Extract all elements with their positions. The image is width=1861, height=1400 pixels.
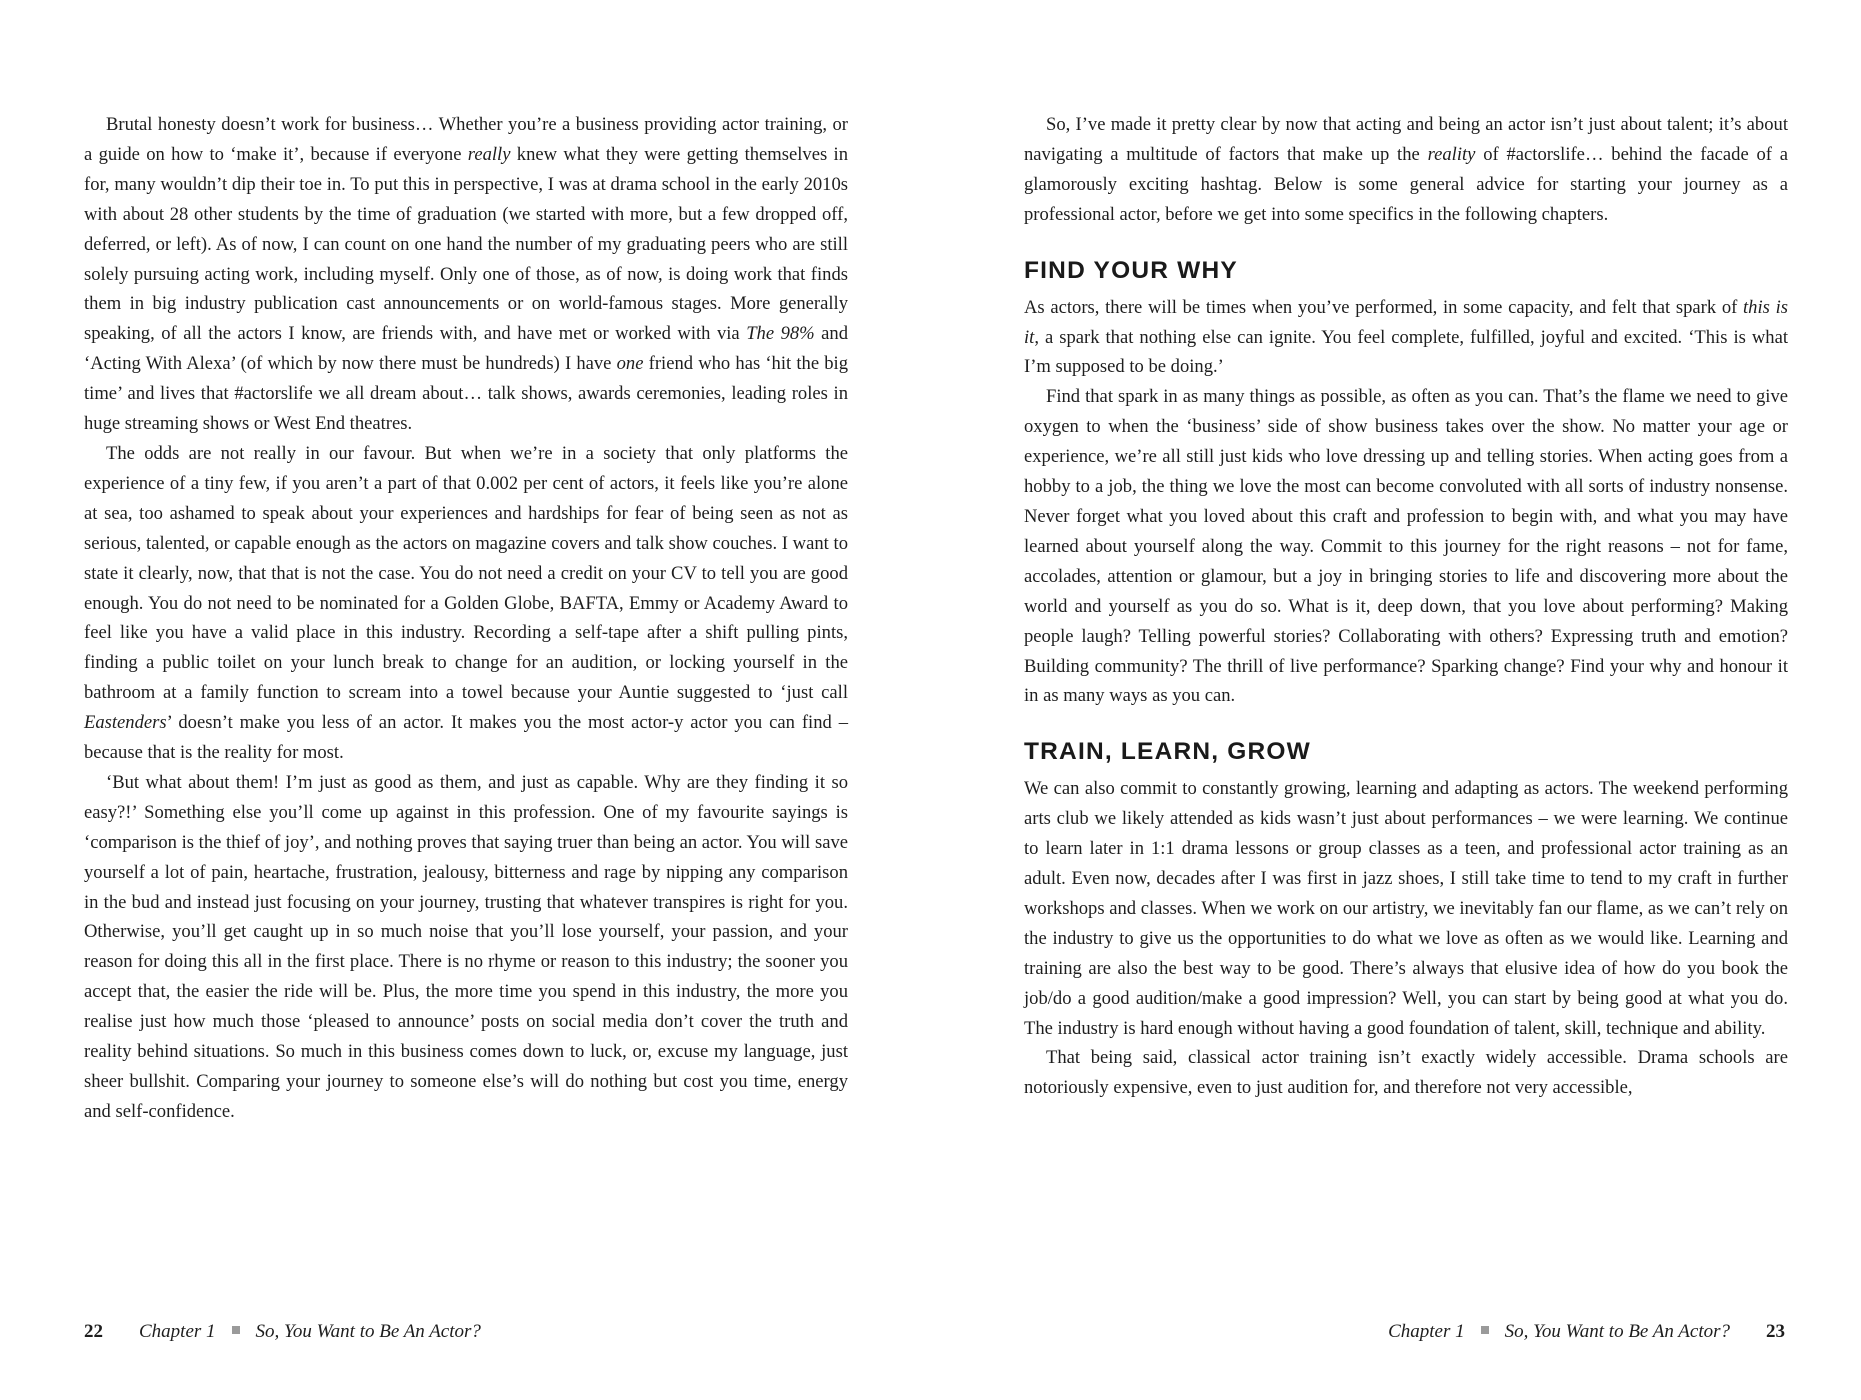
italic-emphasis: reality xyxy=(1427,143,1476,165)
square-bullet-icon xyxy=(232,1326,240,1334)
right-page xyxy=(930,0,1861,1400)
left-running-footer xyxy=(84,1320,481,1344)
body-paragraph: ‘But what about them! I’m just as good as them, and just as capable. Why are they finding it so easy?!’ Something else you’ll come up against in this profession. One of my favourite sayings is ‘comparison is the thief of joy’, and nothing proves that saying truer than being an actor. You will save yourself a lot of pain, heartache, frustration, jealousy, bitterness and rage by nipping any comparison in the bud and instead just focusing on your journey, trusting that whatever transpires is right for you. Otherwise, you’ll get caught up in so much noise that you’ll lose yourself, your passion, and your reason for doing this all in the first place. There is no rhyme or reason to this industry; the sooner you accept that, the easier the ride will be. Plus, the more time you spend in this industry, the more you realise just how much those ‘pleased to announce’ posts on social media don’t cover the truth and reality behind situations. So much in this business comes down to luck, or, excuse my language, just sheer bullshit. Comparing your journey to someone else’s will do nothing but cost you time, energy and self-confidence. xyxy=(84,771,848,1122)
body-paragraph: Find that spark in as many things as possible, as often as you can. That’s the flame we need to give oxygen to when the ‘business’ side of show business takes over the show. No matter your age or experience, we’re all still just kids who love dressing up and telling stories. When acting goes from a hobby to a job, the thing we love the most can become convoluted with all sorts of industry nonsense. Never forget what you loved about this craft and profession to begin with, and what you may have learned about yourself along the way. Commit to this journey for the right reasons – not for fame, accolades, attention or glamour, but a joy in bringing stories to life and discovering more about the world and yourself as you do so. What is it, deep down, that you love about performing? Making people laugh? Telling powerful stories? Collaborating with others? Expressing truth and emotion? Building community? The thrill of live performance? Sparking change? Find your why and honour it in as many ways as you can. xyxy=(1024,386,1788,707)
body-paragraph: The odds are not really in our favour. But when we’re in a society that only platforms the experience of a tiny few, if you aren’t a part of that 0.002 per cent of actors, it feels like you’re alone at sea, too ashamed to speak about your experiences and hardships for fear of being seen as not as serious, talented, or capable enough as the actors on magazine covers and talk show couches. I want to state it clearly, now, that that is not the case. You do not need a credit on your CV to tell you are good enough. You do not need to be nominated for a Golden Globe, BAFTA, Emmy or Academy Award to feel like you have a valid place in this industry. Recording a self-tape after a shift pulling pints, finding a public toilet on your lunch break to change for an audition, or locking yourself in the bathroom at a family function to scream into a towel because your Auntie suggested to ‘just call Eastenders’ doesn’t make you less of an actor. It makes you the most actor-y actor you can find – because that is the reality for most. xyxy=(84,442,848,764)
body-paragraph: That being said, classical actor training isn’t exactly widely accessible. Drama schools are notoriously expensive, even to just audition for, and therefore not very accessible, xyxy=(1024,1047,1788,1099)
left-page xyxy=(0,0,930,1400)
italic-emphasis: this is it xyxy=(1024,296,1788,348)
body-paragraph: As actors, there will be times when you’ve performed, in some capacity, and felt that spark of this is it, a spark that nothing else can ignite. You feel complete, fulfilled, joyful and excited. ‘This is what I’m supposed to be doing.’ xyxy=(1024,296,1788,378)
body-paragraph: We can also commit to constantly growing, learning and adapting as actors. The weekend performing arts club we likely attended as kids wasn’t just about performances – we were learning. We continue to learn later in 1:1 drama lessons or group classes as a teen, and professional actor training as an adult. Even now, decades after I was first in jazz shoes, I still take time to tend to my craft in further workshops and classes. When we work on our artistry, we inevitably fan our flame, as we can’t rely on the industry to give us the opportunities to do what we love as often as we would like. Learning and training are also the best way to be good. There’s always that elusive idea of how do you book the job/do a good audition/make a good impression? Well, you can start by being good at what you do. The industry is hard enough without having a good foundation of talent, skill, technique and ability. xyxy=(1024,778,1788,1039)
left-page-body xyxy=(84,110,848,1127)
chapter-title: So, You Want to Be An Actor? xyxy=(1504,1321,1730,1342)
chapter-label: Chapter 1 xyxy=(139,1321,216,1342)
chapter-title: So, You Want to Be An Actor? xyxy=(255,1321,481,1342)
italic-emphasis: really xyxy=(467,143,511,165)
section-heading: FIND YOUR WHY xyxy=(1024,256,1238,284)
italic-emphasis: Eastenders xyxy=(84,712,167,734)
square-bullet-icon xyxy=(1481,1326,1489,1334)
italic-emphasis: The 98% xyxy=(746,323,815,345)
section-heading: TRAIN, LEARN, GROW xyxy=(1024,738,1311,766)
page-number: 22 xyxy=(84,1321,103,1342)
chapter-label: Chapter 1 xyxy=(1388,1321,1465,1342)
body-paragraph: So, I’ve made it pretty clear by now that acting and being an actor isn’t just about talent; it’s about navigating a multitude of factors that make up the reality of #actorslife… behind the facade of a glamorously exciting hashtag. Below is some general advice for starting your journey as a professional actor, before we get into some specifics in the following chapters. xyxy=(1024,114,1788,225)
italic-emphasis: one xyxy=(616,353,644,375)
right-page-body xyxy=(1024,110,1788,1103)
body-paragraph: Brutal honesty doesn’t work for business… Whether you’re a business providing actor training, or a guide on how to ‘make it’, because if everyone really knew what they were getting themselves in for, many wouldn’t dip their toe in. To put this in perspective, I was at drama school in the early 2010s with about 28 other students by the time of graduation (we started with more, but a few dropped off, deferred, or left). As of now, I can count on one hand the number of my graduating peers who are still solely pursuing acting work, including myself. Only one of those, as of now, is doing work that finds them in big industry publication cast announcements or on world-famous stages. More generally speaking, of all the actors I know, are friends with, and have met or worked with via The 98% and ‘Acting With Alexa’ (of which by now there must be hundreds) I have one friend who has ‘hit the big time’ and lives that #actorslife we all dream about… talk shows, awards ceremonies, leading roles in huge streaming shows or West End theatres. xyxy=(84,114,849,435)
right-running-footer xyxy=(1388,1320,1785,1344)
page-number: 23 xyxy=(1766,1321,1785,1342)
